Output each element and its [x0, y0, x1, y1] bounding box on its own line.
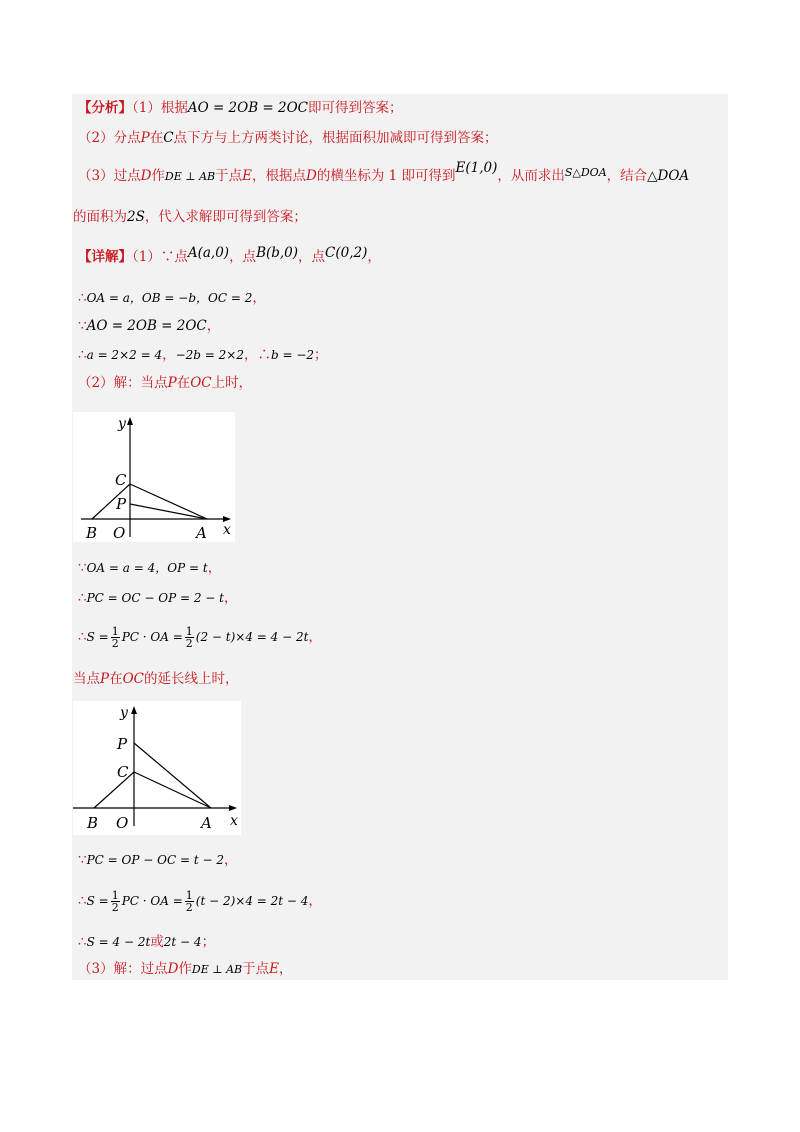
point-o-label: O: [116, 814, 129, 832]
x-axis-label: x: [230, 813, 238, 829]
point-c-label: C: [117, 763, 129, 781]
y-axis-label: y: [120, 705, 128, 721]
analysis-line-1: 【分析】（1）根据AO = 2OB = 2OC即可得到答案；: [78, 100, 403, 116]
detail-line-11: ∴S = $\frac{1}{2}$ PC · OA = $\frac{1}{2}$ (t − 2)×4 = 2t − 4，: [78, 889, 322, 914]
y-axis-label: y: [118, 416, 126, 432]
point-o-label: O: [113, 524, 126, 542]
point-a-label: A: [201, 814, 212, 832]
analysis-tag: 【分析】: [78, 100, 132, 116]
point-b-label: B: [86, 524, 98, 542]
point-b-label: B: [87, 814, 99, 832]
point-p-label: P: [117, 735, 128, 753]
detail-line-4: ∴a = 2×2 = 4，−2b = 2×2，∴b = −2；: [78, 347, 328, 363]
detail-line-12: ∴S = 4 − 2t或2t − 4；: [78, 934, 216, 950]
detail-line-10: ∵PC = OP − OC = t − 2，: [78, 852, 238, 868]
analysis-line-4: 的面积为2S，代入求解即可得到答案；: [73, 209, 307, 225]
point-p-label: P: [116, 495, 127, 513]
x-axis-label: x: [223, 522, 231, 538]
detail-line-3: ∵AO = 2OB = 2OC，: [78, 318, 221, 334]
figure-p-on-oc: [73, 412, 235, 542]
detail-tag: 【详解】: [78, 249, 132, 265]
detail-line-6: ∵OA = a = 4，OP = t，: [78, 560, 222, 576]
detail-line-2: ∴OA = a，OB = −b，OC = 2，: [78, 290, 266, 306]
point-c-label: C: [115, 471, 127, 489]
detail-line-7: ∴PC = OC − OP = 2 − t，: [78, 590, 238, 606]
detail-line-1: 【详解】（1）∵点A(a,0)，点B(b,0)，点C(0,2)，: [78, 245, 381, 265]
point-a-label: A: [196, 524, 207, 542]
detail-line-13: （3）解：过点D作DE ⊥ AB于点E，: [78, 961, 293, 977]
detail-line-9: 当点P在OC的延长线上时，: [73, 671, 239, 687]
detail-line-8: ∴S = $\frac{1}{2}$ PC · OA = $\frac{1}{2}$ (2 − t)×4 = 4 − 2t，: [78, 625, 322, 650]
figure-p-on-extension: [73, 701, 241, 835]
analysis-line-2: （2）分点P在C点下方与上方两类讨论，根据面积加减即可得到答案；: [78, 130, 498, 146]
analysis-line-3: （3）过点D作DE ⊥ AB于点E，根据点D的横坐标为 1 即可得到E(1,0)，从而求出$^{S\triangle DOA}$，结合△DOA: [78, 160, 690, 184]
detail-line-5: （2）解：当点P在OC上时，: [78, 375, 253, 391]
